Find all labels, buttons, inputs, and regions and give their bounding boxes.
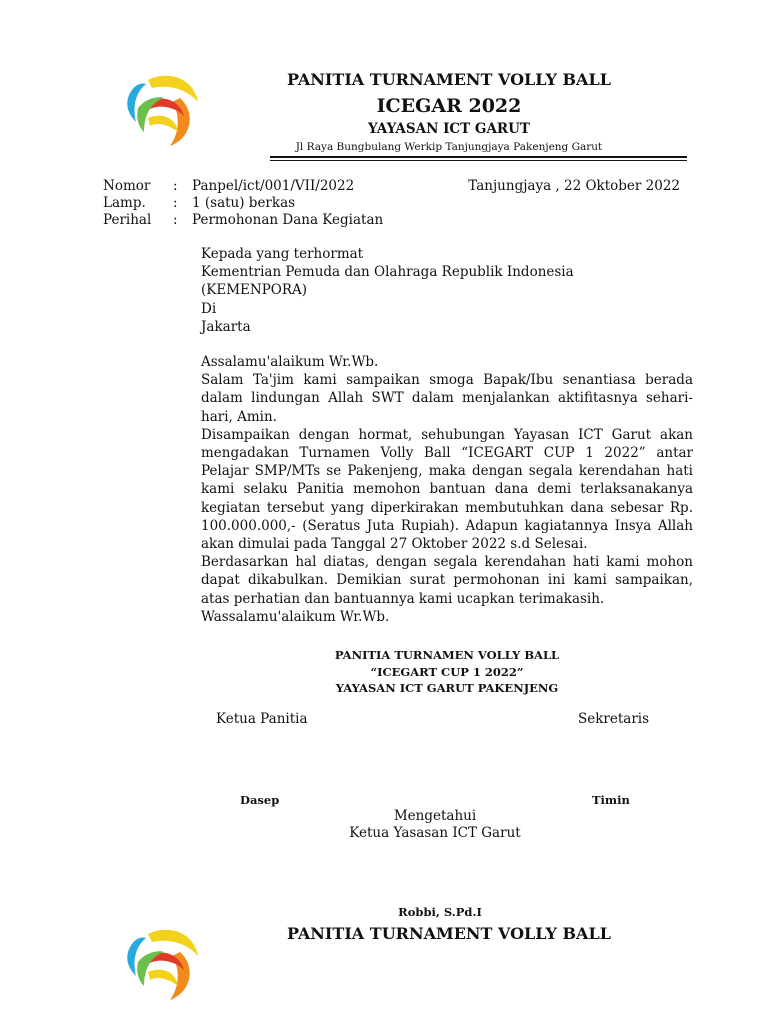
meta-colon: :: [173, 195, 178, 211]
left-signer-role: Ketua Panitia: [216, 711, 308, 727]
acknowledged-name: Robbi, S.Pd.I: [398, 905, 482, 919]
meta-label: Perihal: [103, 212, 152, 228]
committee-line: PANITIA TURNAMEN VOLLY BALL: [334, 648, 560, 662]
letter-date: Tanjungjaya , 22 Oktober 2022: [468, 178, 680, 194]
committee-line: YAYASAN ICT GARUT PAKENJENG: [335, 681, 559, 695]
meta-colon: :: [173, 178, 178, 194]
paragraph-3: Berdasarkan hal diatas, dengan segala kerendahan hati kami mohon dapat dikabulkan. Demikian surat permohonan ini kami sampaikan, atas perhatian dan bantuannya kami ucapkan terimakasih.: [201, 554, 693, 607]
recipient-block: [201, 245, 693, 336]
recipient-line: Kementrian Pemuda dan Olahraga Republik Indonesia: [201, 264, 574, 281]
right-signer-name: Timin: [592, 793, 630, 807]
greeting: Assalamu'alaikum Wr.Wb.: [201, 354, 379, 370]
footer-org-title: PANITIA TURNAMENT VOLLY BALL: [287, 924, 611, 943]
header-divider-thick: [270, 156, 687, 158]
header-address: Jl Raya Bungbulang Werkip Tanjungjaya Pakenjeng Garut: [295, 141, 603, 153]
paragraph-2: Disampaikan dengan hormat, sehubungan Yayasan ICT Garut akan mengadakan Turnamen Volly Ball “ICEGART CUP 1 2022” antar Pelajar SMP/MTs se Pakenjeng, maka dengan segala kerendahan hati kami selaku Panitia memohon bantuan dana demi terlaksanakanya kegiatan tersebut yang diperkirakan membutuhkan dana sebesar Rp. 100.000.000,- (Seratus Juta Rupiah). Adapun kagiatannya Insya Allah akan dimulai pada Tanggal 27 Oktober 2022 s.d Selesai.: [201, 426, 693, 553]
header-event-title: ICEGAR 2022: [376, 95, 522, 117]
recipient-line: Di: [201, 300, 217, 317]
acknowledged-role: Ketua Yasasan ICT Garut: [349, 825, 521, 841]
recipient-line: Jakarta: [201, 318, 251, 335]
meta-value: 1 (satu) berkas: [192, 195, 296, 211]
meta-label: Lamp.: [103, 195, 146, 211]
header-foundation: YAYASAN ICT GARUT: [368, 121, 530, 137]
meta-value: Panpel/ict/001/VII/2022: [192, 178, 355, 194]
recipient-line: Kepada yang terhormat: [201, 246, 364, 262]
header-divider-thin: [270, 160, 687, 161]
meta-value: Permohonan Dana Kegiatan: [192, 212, 384, 228]
meta-colon: :: [173, 212, 178, 228]
left-signer-name: Dasep: [240, 793, 280, 807]
meta-label: Nomor: [103, 178, 151, 194]
letter-body: [201, 353, 693, 626]
paragraph-1: Salam Ta'jim kami sampaikan smoga Bapak/Ibu senantiasa berada dalam lindungan Allah SWT dalam menjalankan aktifitasnya sehari-hari, Amin.: [201, 372, 693, 425]
header-org-title: PANITIA TURNAMENT VOLLY BALL: [287, 70, 611, 89]
closing: Wassalamu'alaikum Wr.Wb.: [201, 608, 390, 625]
right-signer-role: Sekretaris: [578, 711, 650, 727]
acknowledged-label: Mengetahui: [393, 808, 477, 824]
committee-block: [200, 647, 694, 697]
recipient-line: (KEMENPORA): [201, 282, 308, 299]
committee-line: “ICEGART CUP 1 2022”: [370, 664, 524, 679]
volleyball-swirl-logo-icon: [118, 922, 202, 1006]
